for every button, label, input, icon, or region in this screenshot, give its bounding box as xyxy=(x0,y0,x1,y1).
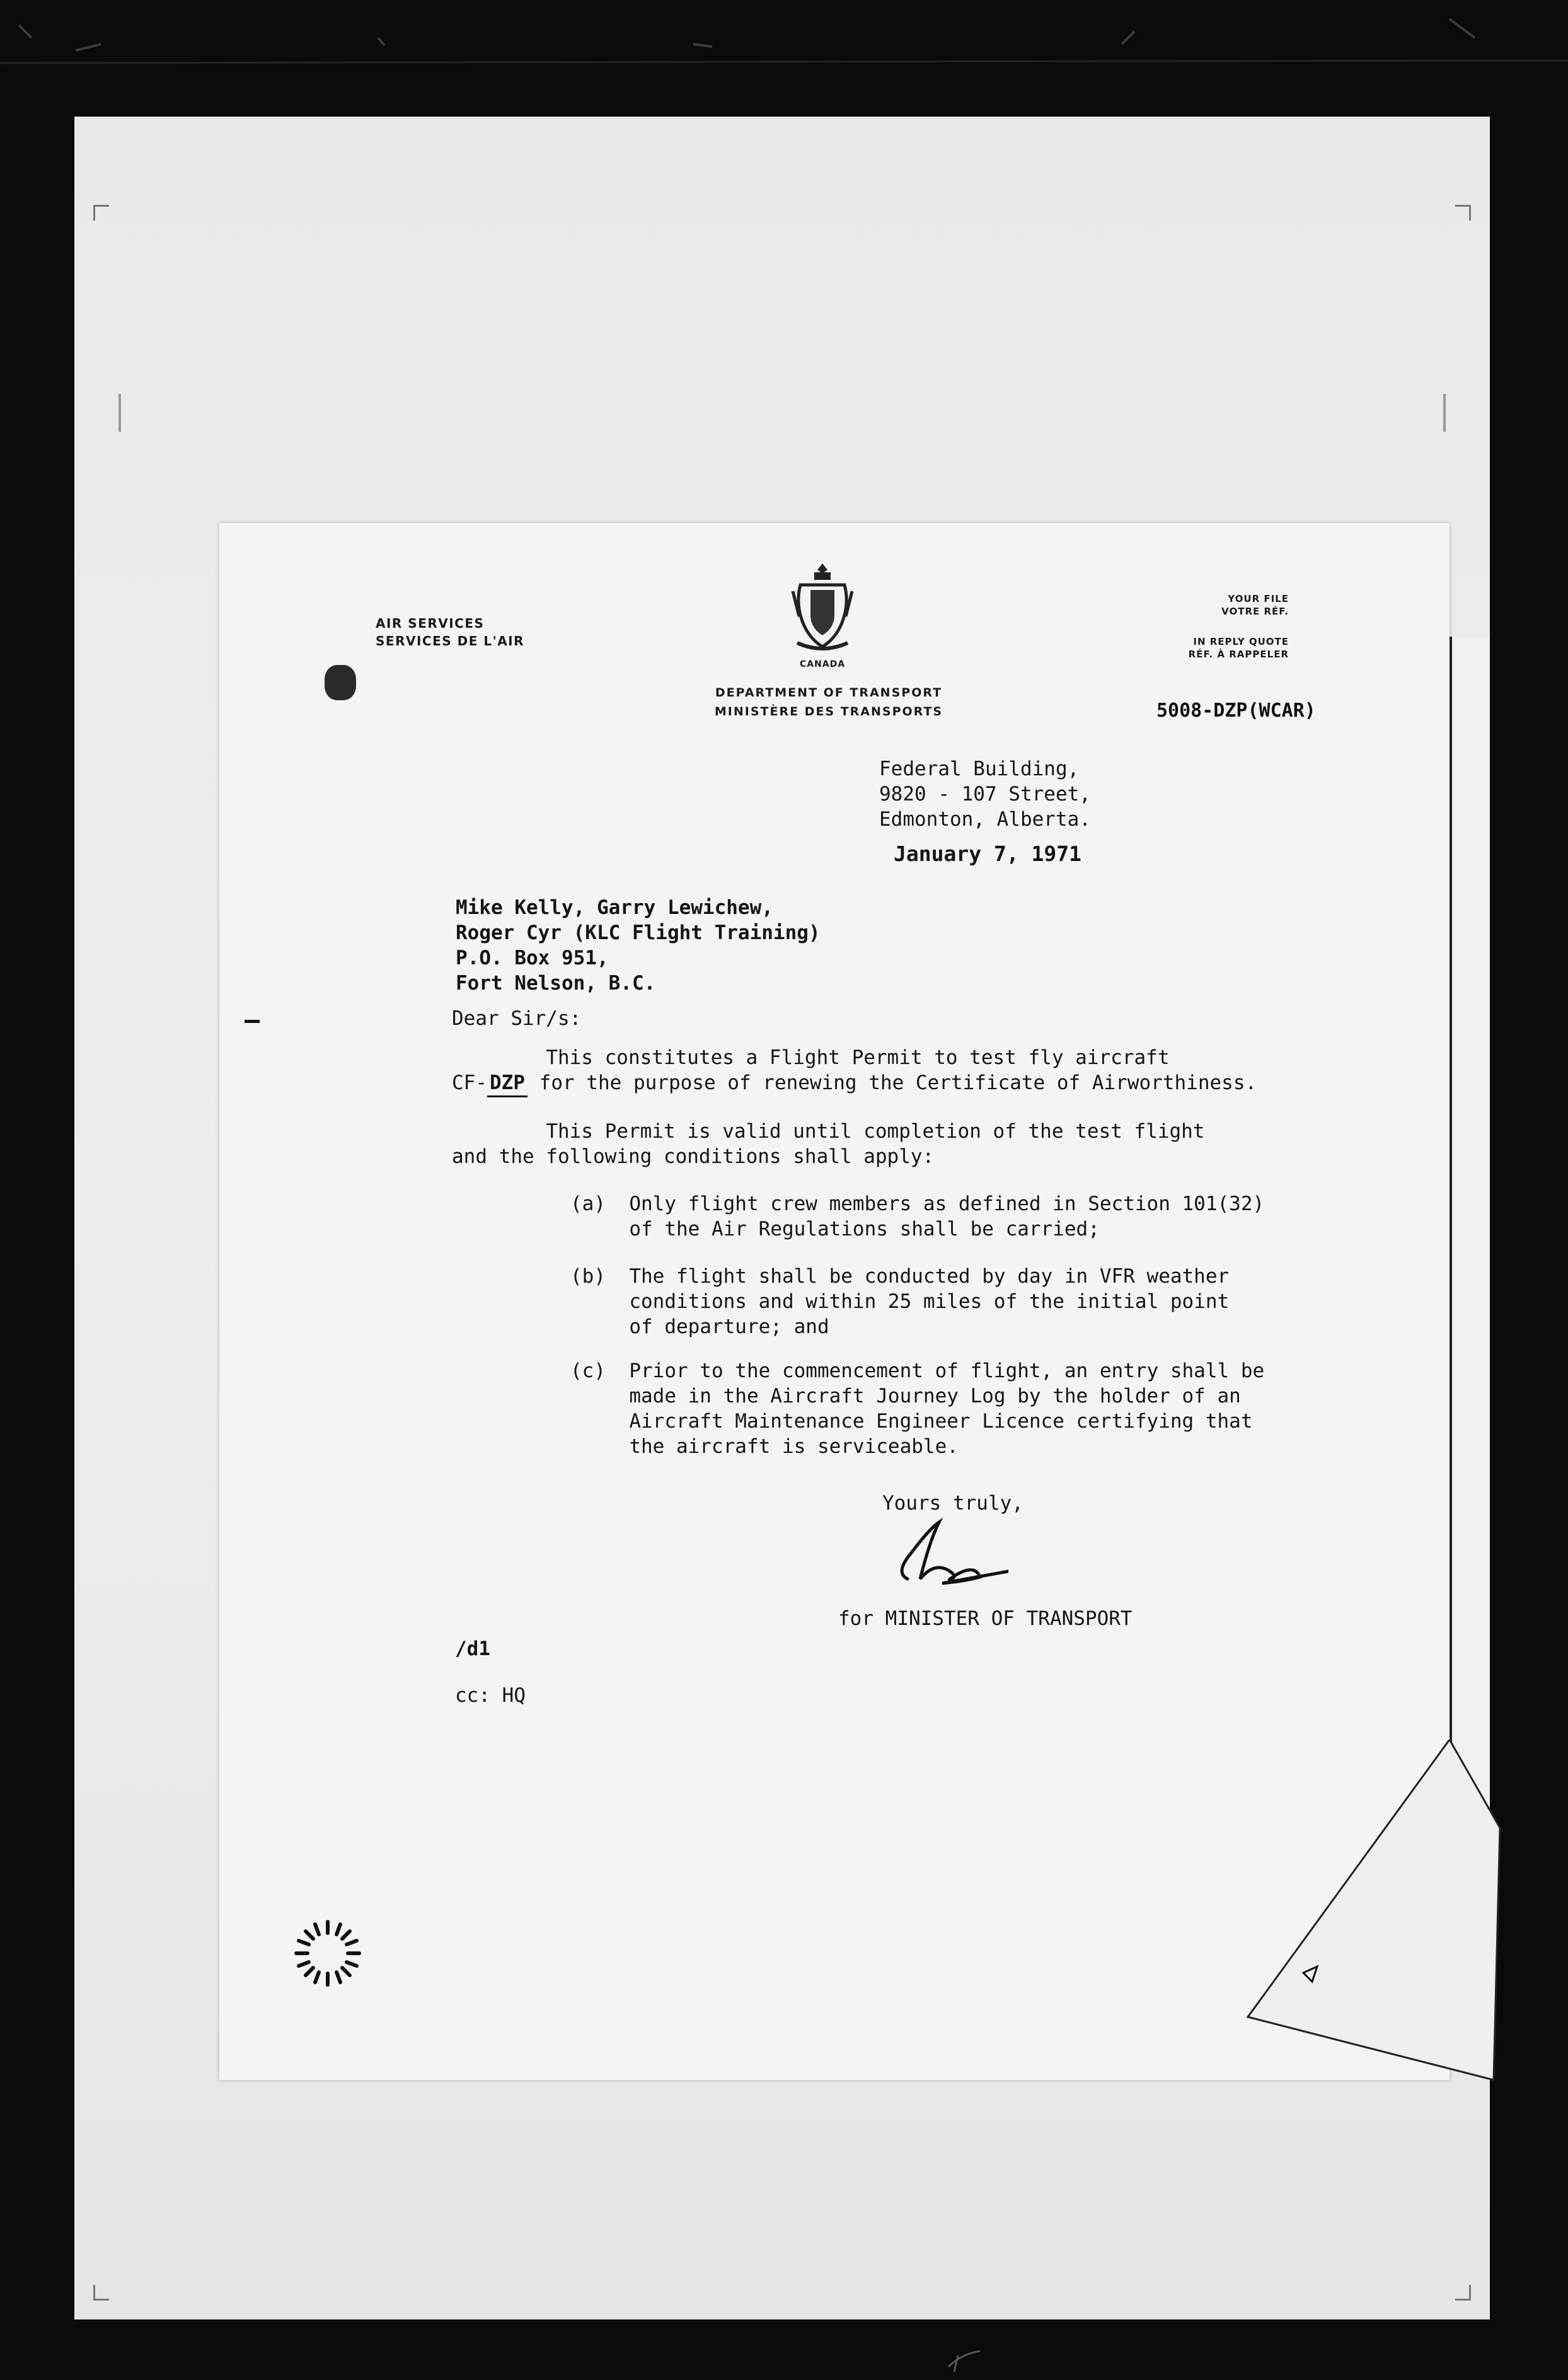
recipient-block xyxy=(456,895,821,996)
condition-line xyxy=(570,1358,1264,1384)
paragraph-text: This Permit is valid until completion of the test flight xyxy=(546,1120,1205,1143)
recipient-line: Mike Kelly, Garry Lewichew, xyxy=(456,896,773,919)
condition-b xyxy=(570,1264,1229,1339)
frame-corner-mark xyxy=(93,205,109,221)
punch-hole xyxy=(325,665,356,700)
recipient-line: Roger Cyr (KLC Flight Training) xyxy=(456,921,821,944)
address-line: Edmonton, Alberta. xyxy=(879,808,1091,831)
service-heading xyxy=(376,615,524,650)
service-name-fr: SERVICES DE L'AIR xyxy=(376,633,525,649)
condition-label: (c) xyxy=(570,1360,606,1382)
frame-side-mark xyxy=(1443,394,1446,432)
sender-address xyxy=(879,756,1091,832)
paragraph-line xyxy=(452,1045,1257,1070)
file-number: 5008-DZP(WCAR) xyxy=(1156,700,1316,722)
letter-date: January 7, 1971 xyxy=(894,841,1082,866)
condition-line xyxy=(570,1384,1264,1409)
condition-label: (a) xyxy=(570,1193,606,1215)
condition-label: (b) xyxy=(570,1265,606,1288)
reply-quote-label-fr: RÉF. À RAPPELER xyxy=(1188,649,1289,660)
condition-a xyxy=(570,1191,1264,1242)
margin-mark xyxy=(245,1020,260,1023)
signatory: for MINISTER OF TRANSPORT xyxy=(838,1607,1133,1630)
condition-text: conditions and within 25 miles of the initial point xyxy=(629,1290,1230,1313)
circular-stamp-icon xyxy=(294,1919,362,1987)
validity-paragraph xyxy=(452,1119,1204,1169)
canada-coat-of-arms-icon xyxy=(788,560,857,654)
your-file-label-en: YOUR FILE xyxy=(1228,593,1289,604)
reference-block xyxy=(1147,592,1289,661)
condition-text: Prior to the commencement of flight, an entry shall be xyxy=(629,1360,1265,1382)
closing: Yours truly, xyxy=(882,1492,1023,1515)
film-top-scratches xyxy=(0,0,1568,82)
recipient-line: P.O. Box 951, xyxy=(456,947,609,969)
film-bottom-mark xyxy=(945,2348,983,2373)
carbon-copy: cc: HQ xyxy=(455,1684,526,1707)
frame-corner-mark xyxy=(93,2285,109,2301)
condition-text: Only flight crew members as defined in Section 101(32) xyxy=(629,1193,1265,1215)
condition-line xyxy=(570,1289,1229,1314)
condition-text: of the Air Regulations shall be carried; xyxy=(629,1218,1100,1240)
handwritten-signature xyxy=(889,1516,1008,1598)
address-line: Federal Building, xyxy=(879,758,1080,780)
paragraph-line xyxy=(452,1070,1257,1097)
condition-line xyxy=(570,1216,1264,1242)
your-file-label-fr: VOTRE RÉF. xyxy=(1221,606,1289,617)
typist-initials: /d1 xyxy=(455,1638,490,1660)
service-name-en: AIR SERVICES xyxy=(376,616,485,631)
paragraph-line xyxy=(452,1119,1204,1144)
frame-corner-mark xyxy=(1455,205,1471,221)
condition-line xyxy=(570,1314,1229,1339)
paragraph-line: and the following conditions shall apply: xyxy=(452,1145,935,1168)
recipient-line: Fort Nelson, B.C. xyxy=(456,972,656,995)
condition-text: The flight shall be conducted by day in VFR weather xyxy=(629,1265,1230,1288)
condition-line xyxy=(570,1409,1264,1434)
registration-prefix: CF- xyxy=(452,1072,487,1094)
folded-page-corner xyxy=(1242,1740,1506,2093)
salutation: Dear Sir/s: xyxy=(452,1007,582,1030)
condition-line xyxy=(570,1191,1264,1216)
condition-c xyxy=(570,1358,1264,1459)
condition-text: Aircraft Maintenance Engineer Licence certifying that xyxy=(629,1410,1253,1433)
condition-text: made in the Aircraft Journey Log by the holder of an xyxy=(629,1385,1241,1407)
paragraph-text: for the purpose of renewing the Certificate of Airworthiness. xyxy=(539,1072,1257,1094)
condition-line xyxy=(570,1434,1264,1459)
frame-corner-mark xyxy=(1455,2285,1471,2301)
condition-line xyxy=(570,1264,1229,1289)
department-name-en: DEPARTMENT OF TRANSPORT xyxy=(715,686,943,700)
frame-side-mark xyxy=(118,394,121,432)
address-line: 9820 - 107 Street, xyxy=(879,783,1091,806)
condition-text: of departure; and xyxy=(629,1315,829,1338)
department-name-fr: MINISTÈRE DES TRANSPORTS xyxy=(714,705,943,719)
reply-quote-label-en: IN REPLY QUOTE xyxy=(1193,636,1289,647)
paragraph-text: This constitutes a Flight Permit to test fly aircraft xyxy=(546,1046,1170,1069)
condition-text: the aircraft is serviceable. xyxy=(629,1435,959,1458)
permit-paragraph xyxy=(452,1045,1257,1097)
aircraft-registration: DZP xyxy=(487,1070,527,1097)
department-heading xyxy=(696,683,961,721)
country-label: CANADA xyxy=(799,659,846,669)
